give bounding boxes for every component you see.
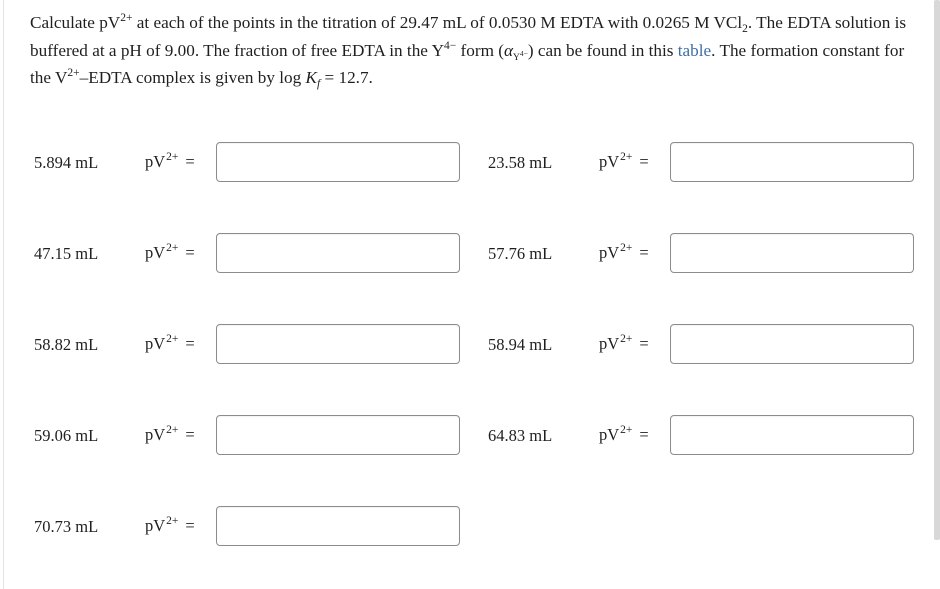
left-frame-border bbox=[3, 0, 4, 589]
pv-answer-input-5906[interactable] bbox=[216, 415, 460, 455]
pv-label: $pV^{2+}$ = bbox=[599, 424, 649, 444]
pv-label: $pV^{2+}$ = bbox=[145, 515, 195, 535]
volume-label: 57.76 mL bbox=[488, 244, 553, 263]
pv-answer-input-2358[interactable] bbox=[670, 142, 914, 182]
scrollbar[interactable] bbox=[934, 0, 940, 540]
pv-label: $pV^{2+}$ = bbox=[599, 333, 649, 353]
volume-label: 64.83 mL bbox=[488, 426, 553, 445]
pv-label: $pV^{2+}$ = bbox=[599, 242, 649, 262]
pv-label: $pV^{2+}$ = bbox=[145, 242, 195, 262]
pv-answer-input-5894b[interactable] bbox=[670, 324, 914, 364]
pv-answer-input-5882[interactable] bbox=[216, 324, 460, 364]
volume-label: 59.06 mL bbox=[34, 426, 99, 445]
volume-label: 58.94 mL bbox=[488, 335, 553, 354]
pv-answer-input-5776[interactable] bbox=[670, 233, 914, 273]
pv-label: $pV^{2+}$ = bbox=[599, 151, 649, 171]
pv-answer-input-7073[interactable] bbox=[216, 506, 460, 546]
question-text: Calculate $pV^{2+}$ at each of the points in the titration of 29.47 mL of 0.0530 M EDTA with 0.0265 M VCl$_2$. The EDTA solution is buffered at a pH of 9.00. The fraction of free EDTA in the $Y^{4-}$ form $(\alpha_{Y^{4-}})$ can be found in this table. The formation constant for the $V^{2+}$–EDTA complex is given by $\log K_f = 12.7$. bbox=[30, 12, 907, 90]
pv-label: $pV^{2+}$ = bbox=[145, 151, 195, 171]
alpha-table-link[interactable]: table bbox=[677, 40, 712, 60]
pv-label: $pV^{2+}$ = bbox=[145, 424, 195, 444]
pv-label: $pV^{2+}$ = bbox=[145, 333, 195, 353]
pv-answer-input-4715[interactable] bbox=[216, 233, 460, 273]
volume-label: 5.894 mL bbox=[34, 153, 99, 172]
pv-answer-input-6483[interactable] bbox=[670, 415, 914, 455]
volume-label: 58.82 mL bbox=[34, 335, 99, 354]
volume-label: 47.15 mL bbox=[34, 244, 99, 263]
volume-label: 70.73 mL bbox=[34, 517, 99, 536]
pv-answer-input-5894[interactable] bbox=[216, 142, 460, 182]
volume-label: 23.58 mL bbox=[488, 153, 553, 172]
